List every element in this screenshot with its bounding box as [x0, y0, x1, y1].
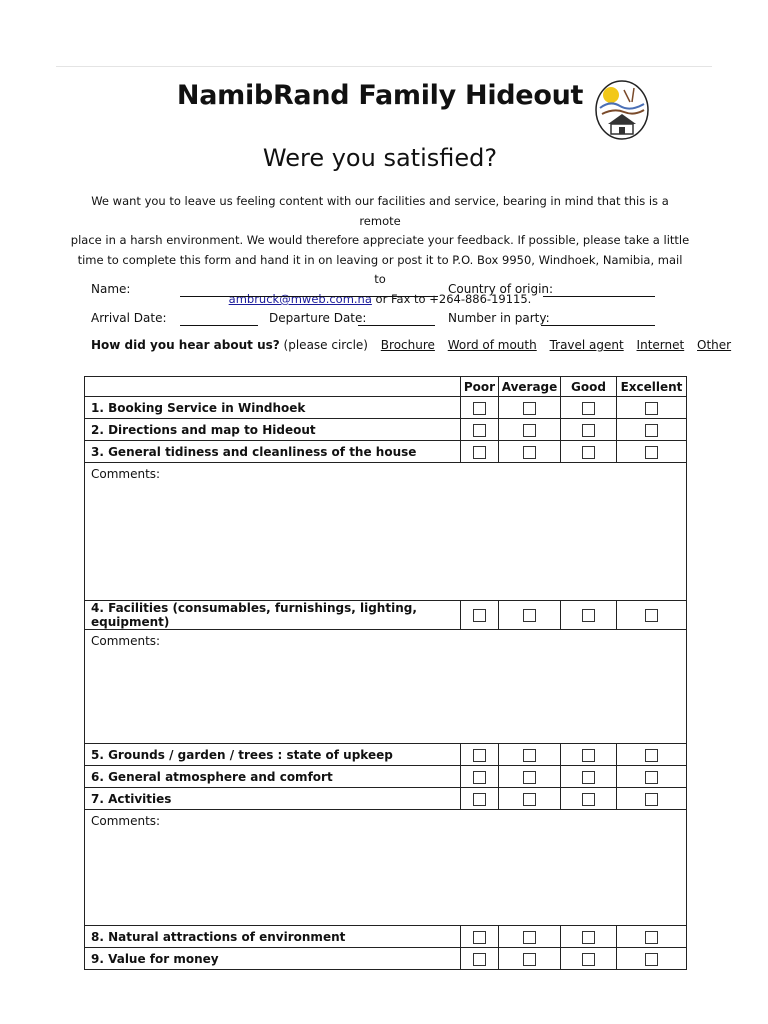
item-label: 4. Facilities (consumables, furnishings, lighting, equipment) [85, 601, 461, 630]
checkbox-average[interactable] [523, 749, 536, 762]
checkbox-good[interactable] [582, 931, 595, 944]
header-excellent: Excellent [617, 377, 687, 397]
checkbox-poor[interactable] [473, 771, 486, 784]
comments-area[interactable] [85, 463, 687, 601]
comments-row [85, 463, 687, 601]
item-label: 5. Grounds / garden / trees : state of upkeep [85, 744, 461, 766]
top-rule [56, 66, 712, 67]
comments-row [85, 810, 687, 926]
table-row [85, 926, 687, 948]
arrival-label: Arrival Date: [91, 311, 167, 325]
checkbox-good[interactable] [582, 953, 595, 966]
checkbox-good[interactable] [582, 424, 595, 437]
checkbox-good[interactable] [582, 793, 595, 806]
checkbox-poor[interactable] [473, 749, 486, 762]
checkbox-average[interactable] [523, 424, 536, 437]
lodge-logo-icon [594, 78, 650, 142]
arrival-field[interactable] [180, 325, 258, 326]
checkbox-good[interactable] [582, 771, 595, 784]
page-subtitle: Were you satisfied? [262, 144, 498, 172]
checkbox-average[interactable] [523, 931, 536, 944]
checkbox-excellent[interactable] [645, 793, 658, 806]
checkbox-excellent[interactable] [645, 749, 658, 762]
referral-option-other[interactable]: Other [697, 338, 732, 352]
checkbox-average[interactable] [523, 953, 536, 966]
referral-option-internet[interactable]: Internet [636, 338, 685, 352]
referral-option-travel-agent[interactable]: Travel agent [549, 338, 624, 352]
table-row [85, 601, 687, 630]
fax-text: or Fax to +264-886-19115. [371, 291, 532, 306]
item-label: 9. Value for money [85, 948, 461, 970]
checkbox-average[interactable] [523, 771, 536, 784]
intro-line-1: We want you to leave us feeling content with our facilities and service, bearing in mind that this is a remote [91, 194, 669, 228]
table-row [85, 397, 687, 419]
table-row [85, 948, 687, 970]
email-link[interactable]: ambruck@mweb.com.na [228, 291, 372, 306]
checkbox-excellent[interactable] [645, 931, 658, 944]
checkbox-excellent[interactable] [645, 771, 658, 784]
checkbox-poor[interactable] [473, 446, 486, 459]
header-blank [85, 377, 461, 397]
checkbox-poor[interactable] [473, 953, 486, 966]
intro-line-3: time to complete this form and hand it in on leaving or post it to P.O. Box 9950, Windhoek, Namibia, mail to [77, 252, 683, 287]
checkbox-average[interactable] [523, 793, 536, 806]
party-field[interactable] [541, 325, 655, 326]
checkbox-poor[interactable] [473, 609, 486, 622]
checkbox-excellent[interactable] [645, 402, 658, 415]
checkbox-good[interactable] [582, 609, 595, 622]
name-label: Name: [91, 282, 131, 296]
item-label: 3. General tidiness and cleanliness of the house [85, 441, 461, 463]
checkbox-excellent[interactable] [645, 424, 658, 437]
intro-line-2: place in a harsh environment. We would therefore appreciate your feedback. If possible, please take a little [70, 233, 690, 248]
departure-label: Departure Date: [269, 311, 367, 325]
checkbox-poor[interactable] [473, 424, 486, 437]
item-label: 2. Directions and map to Hideout [85, 419, 461, 441]
table-row [85, 441, 687, 463]
table-header-row [85, 377, 687, 397]
checkbox-good[interactable] [582, 749, 595, 762]
item-label: 6. General atmosphere and comfort [85, 766, 461, 788]
checkbox-excellent[interactable] [645, 609, 658, 622]
referral-row [91, 338, 731, 352]
header-average: Average [499, 377, 561, 397]
item-label: 8. Natural attractions of environment [85, 926, 461, 948]
checkbox-poor[interactable] [473, 402, 486, 415]
item-label: 7. Activities [85, 788, 461, 810]
comments-label: Comments: [91, 814, 161, 828]
table-row [85, 788, 687, 810]
header-poor: Poor [461, 377, 499, 397]
checkbox-good[interactable] [582, 446, 595, 459]
referral-question: How did you hear about us? [91, 338, 280, 352]
country-field[interactable] [543, 296, 655, 297]
header-good: Good [561, 377, 617, 397]
name-field[interactable] [180, 296, 438, 297]
comments-row [85, 630, 687, 744]
referral-option-brochure[interactable]: Brochure [380, 338, 435, 352]
checkbox-average[interactable] [523, 446, 536, 459]
departure-field[interactable] [358, 325, 435, 326]
comments-area[interactable] [85, 810, 687, 926]
page-title: NamibRand Family Hideout [176, 80, 584, 111]
table-row [85, 419, 687, 441]
checkbox-average[interactable] [523, 402, 536, 415]
intro-paragraph [70, 192, 690, 310]
table-row [85, 766, 687, 788]
item-label: 1. Booking Service in Windhoek [85, 397, 461, 419]
checkbox-average[interactable] [523, 609, 536, 622]
satisfaction-table [84, 376, 687, 970]
referral-hint: (please circle) [283, 338, 368, 352]
table-row [85, 744, 687, 766]
comments-label: Comments: [91, 467, 161, 481]
checkbox-excellent[interactable] [645, 953, 658, 966]
referral-option-word-of-mouth[interactable]: Word of mouth [447, 338, 537, 352]
comments-label: Comments: [91, 634, 161, 648]
checkbox-excellent[interactable] [645, 446, 658, 459]
checkbox-poor[interactable] [473, 931, 486, 944]
comments-area[interactable] [85, 630, 687, 744]
intro-line-4 [70, 290, 690, 310]
checkbox-good[interactable] [582, 402, 595, 415]
party-label: Number in party: [448, 311, 550, 325]
country-label: Country of origin: [448, 282, 554, 296]
checkbox-poor[interactable] [473, 793, 486, 806]
